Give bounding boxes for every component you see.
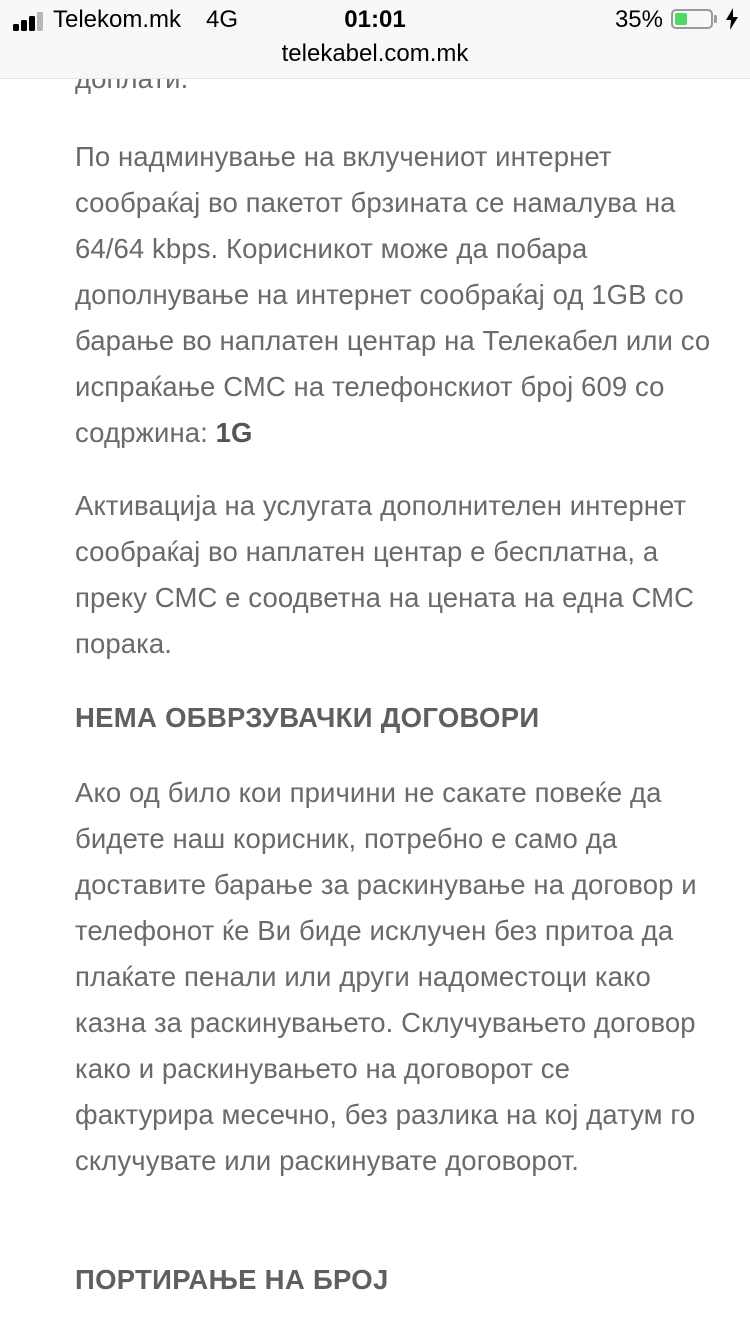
battery-percentage: 35%	[614, 6, 663, 33]
paragraph-speed-reduction	[75, 134, 715, 456]
section-heading-no-contracts: НЕМА ОБВРЗУВАЧКИ ДОГОВОРИ	[75, 702, 540, 733]
url-display[interactable]: telekabel.com.mk	[281, 40, 469, 67]
paragraph-speed-reduction-text: По надминување на вклучениот интернет сообраќај во пакетот брзината се намалува на 64/64 kbps. Корисникот може да побара дополнување на интернет сообраќај од 1GB со барање во наплатен центар на Телекабел или со испраќање СМС на телефонскиот број 609 со содржина:	[75, 141, 711, 448]
battery-cap	[714, 15, 717, 23]
paragraph-no-contracts: Ако од било кои причини не сакате повеќе да бидете наш корисник, потребно е само да доставите барање за раскинување на договор и телефонот ќе Ви биде исклучен без притоа да плаќате пенали или други надоместоци како казна за раскинувањето. Склучувањето договор како и раскинувањето на договорот се фактурира месечно, без разлика на кој датум го склучувате или раскинувате договорот.	[75, 777, 697, 1176]
battery-level-fill	[675, 13, 687, 25]
sms-keyword: 1G	[215, 417, 253, 448]
network-type: 4G	[206, 6, 239, 33]
browser-status-bar	[0, 0, 750, 79]
charging-bolt-icon	[725, 8, 739, 30]
status-time: 01:01	[344, 6, 406, 33]
battery-icon	[671, 9, 713, 29]
paragraph-activation: Активација на услугата дополнителен интернет сообраќај во наплатен центар е бесплатна, а преку СМС е соодветна на цената на една СМС порака.	[75, 490, 695, 659]
section-heading-number-porting: ПОРТИРАЊЕ НА БРОЈ	[75, 1264, 389, 1295]
carrier-name: Telekom.mk	[53, 6, 182, 33]
